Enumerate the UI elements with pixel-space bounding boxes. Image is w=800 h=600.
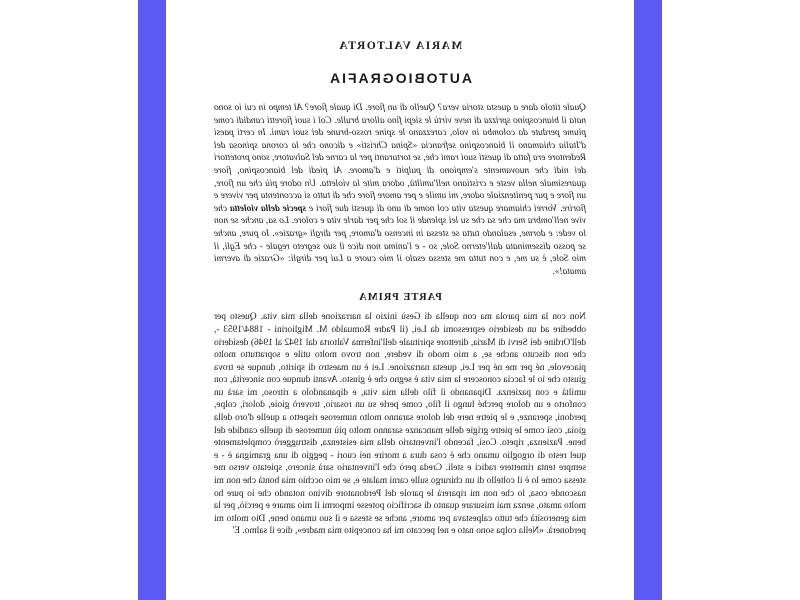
author-name: MARIA VALTORTA [337,40,463,52]
document-title: AUTOBIOGRAFIA [328,70,472,86]
intro-text-part-2: che vive nell'ombra ma che sa che su lei splende il sol che per darle vita e colore. Lo sa, anche se non lo vede: e dorme, esalando tutta se stessa in incenso d'amore, per dirgli «grazie». Io pure, anche se posso disseminata dall'eterno Sole, so - e l'anima non dice il suo segreto regale - che Egli, il mio Sole, è su me, e con tutta me stessa esalo il mio cuore a Lui per dirgli: «Grazie di avermi amata!». [214,203,586,277]
left-margin-band [138,0,166,600]
section-heading: PARTE PRIMA [358,292,442,304]
body-paragraph: Non con la mia parola ma con quella di Gesù inizio la narrazione della mia vita. Questo per obbedire ad un desiderio espressomi da Lei, (il Padre Romualdo M. Migliorini - 1884/1953 -, dell'Ordine dei Servi di Maria, direttore spirituale dell'inferma Valtorta dal 1942 al 1946) desiderio che non discuto anche se, a mio modo di vedere, non trovo molto utile e soprattutto molto piacevole, né per me né per Lei, questa narrazione. Lei è un maestro di spirito, dunque se trova giusto che io le faccia conoscere la mia vita è segno che è giusto. Avanti dunque con sincerità, con umiltà e con pazienza. Dipanando il filo della mia vita, e dipanandolo a ritroso, mi sarà un conforto e un dolore perché lungo il filo, come perle su un rosario, troverò gioie, dolori, colpe, perdoni, speranze, e le pietre nere del dolore saranno molto numerose rispetto a quelle d'oro della gioia, così come le pietre grigie delle mancanze saranno molto più numerose di quelle candide del bene. Pazienza, ripeto. Così, facendo l'inventario della mia esistenza, distruggerò completamente quel resto di orgoglio umano che è cosa dura a morire nei cuori - peggio di una gramigna è - e sempre tenta rimettere radici e steli. Creda però che l'inventario sarà sincero, spietato verso me stessa come lo è il coltello di un chirurgo sulle carni malate e, se mio occhio mia bontà che non mi nasconde cosa, lo che non mi riparerà le parole del Perdonatore divino notando che io pure ho molto amato, senza mai misurare quanto di sacrificio potesse impormi il mio amare e perciò, per la mia generosità che tutto calpestava per amore, anche se stessa e il suo umano bene, Dio molto mi perdonerà. «Nella colpa sono nato e nel peccato mi ha concepito mia madre», dice il salmo. E' [214,312,586,537]
document-page [166,0,634,600]
intro-paragraph [214,102,586,278]
intro-text-part-1: Quale titolo dare a questa storia vera? Quello di un fiore. Di quale fiore? Al tempo in cui io sono nata il biancospino sprizza di neve virtù le siepi fino allora brulle. Col i suoi fioretti candidi come piume perdute da colomba in volo, carezzano le spine rosso-brune dei suoi rami. In certi paesi d'Italia chiamano il biancospino sefrancia «Spina Christi» e dicono che la corona spinosa del Redentore era fatta di questi suoi rami che, se torturanti per la carne del Salvatore, sono protettori dei nidi che nuovamente s'empiono di pulpiti e d'amore. Ai piedi del biancospino, fiore quaresimale nella veste e cristiano nell'umiltà, odora mite la violetta. Un odore più che un fiore, un fiore e pur penitenziale odore, mi umile e per amore fiore che di tutto si accontenta per vivere e fiorire. Vorrei chiamare questa vita col nome di uno di questi due fiori e [214,103,586,214]
intro-bold-phrase: specie della violetta [229,203,307,214]
mirrored-page-content [166,0,634,538]
right-margin-band [634,0,662,600]
